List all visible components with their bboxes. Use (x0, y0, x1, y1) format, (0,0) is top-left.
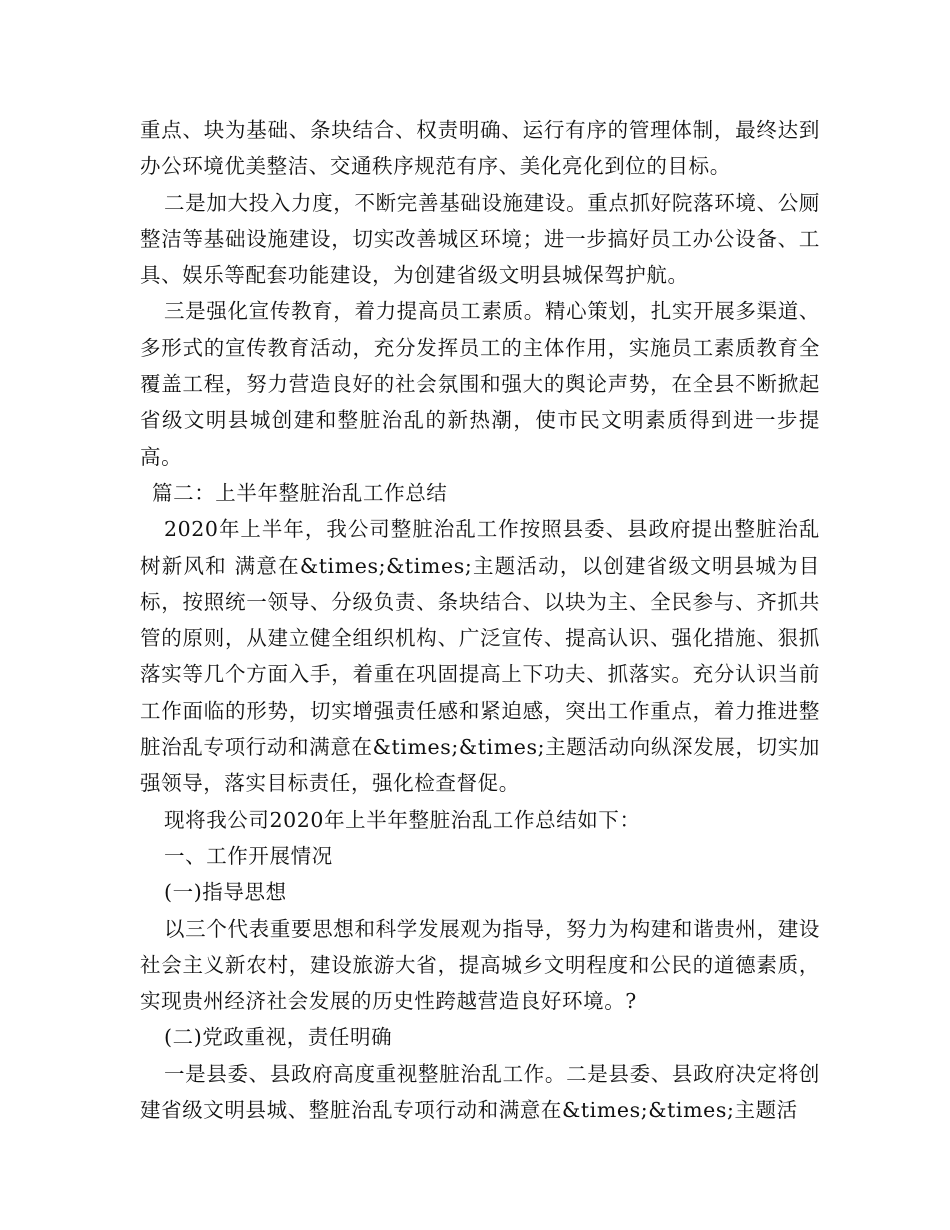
paragraph-first-half-overview: 2020年上半年，我公司整脏治乱工作按照县委、县政府提出整脏治乱树新风和 满意在&times;&times;主题活动，以创建省级文明县城为目标，按照统一领导、分级负责、条块结合、以块为主、全民参与、齐抓共管的原则，从建立健全组织机构、广泛宣传、提高认识、强化措施、狠抓落实等几个方面入手，着重在巩固提高上下功夫、抓落实。充分认识当前工作面临的形势，切实增强责任感和紧迫感，突出工作重点，着力推进整脏治乱专项行动和满意在&times;&times;主题活动向纵深发展，切实加强领导，落实目标责任，强化检查督促。 (140, 517, 820, 796)
document-body (140, 112, 820, 1128)
subheading-guiding-thought: (一)指导思想 (164, 880, 287, 905)
paragraph-management-system: 重点、块为基础、条块结合、权责明确、运行有序的管理体制，最终达到办公环境优美整洁、交通秩序规范有序、美化亮化到位的目标。 (140, 118, 820, 179)
subheading-party-attention: (二)党政重视，责任明确 (164, 1025, 393, 1050)
paragraph-investment: 二是加大投入力度，不断完善基础设施建设。重点抓好院落环境、公厕整洁等基础设施建设，切实改善城区环境；进一步搞好员工办公设备、工具、娱乐等配套功能建设，为创建省级文明县城保驾护航。 (140, 190, 820, 288)
section-heading-work-status: 一、工作开展情况 (164, 843, 333, 868)
section-heading-part-two: 篇二：上半年整脏治乱工作总结 (152, 480, 448, 505)
paragraph-guiding-thought: 以三个代表重要思想和科学发展观为指导，努力为构建和谐贵州，建设社会主义新农村，建设旅游大省，提高城乡文明程度和公民的道德素质，实现贵州经济社会发展的历史性跨越营造良好环境。? (140, 916, 820, 1014)
paragraph-summary-intro: 现将我公司2020年上半年整脏治乱工作总结如下： (164, 807, 641, 832)
paragraph-education: 三是强化宣传教育，着力提高员工素质。精心策划，扎实开展多渠道、多形式的宣传教育活动，充分发挥员工的主体作用，实施员工素质教育全覆盖工程，努力营造良好的社会氛围和强大的舆论声势，在全县不断掀起省级文明县城创建和整脏治乱的新热潮，使市民文明素质得到进一步提高。 (140, 299, 820, 469)
paragraph-party-attention: 一是县委、县政府高度重视整脏治乱工作。二是县委、县政府决定将创建省级文明县城、整脏治乱专项行动和满意在&times;&times;主题活 (140, 1061, 820, 1123)
